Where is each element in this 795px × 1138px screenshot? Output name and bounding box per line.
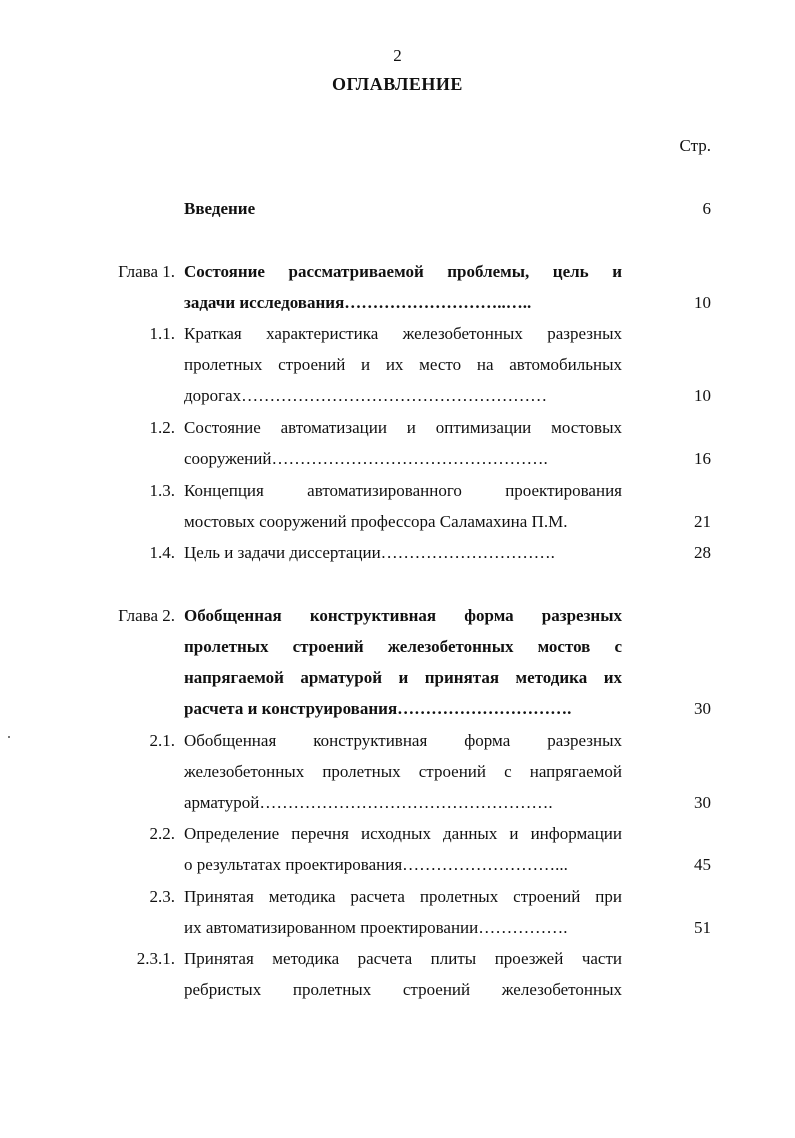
toc-entry-number: 2.3. <box>149 887 175 906</box>
toc-entry-chapter-2-cont <box>0 632 795 662</box>
toc-entry-text: Принятая методика расчета пролетных строений при <box>184 887 622 906</box>
toc-entry-number: 1.3. <box>149 481 175 500</box>
toc-entry-text: пролетных строений и их место на автомобильных <box>184 355 622 374</box>
toc-entry-2-2-cont <box>0 850 795 880</box>
toc-entry-text: пролетных строений железобетонных мостов с <box>184 637 622 656</box>
toc-entry-2-3 <box>0 882 795 912</box>
toc-entry-text: Состояние рассматриваемой проблемы, цель и <box>184 262 622 281</box>
toc-entry-chapter-2-cont <box>0 694 795 724</box>
toc-entry-page: 30 <box>694 793 711 812</box>
toc-entry-text: Состояние автоматизации и оптимизации мостовых <box>184 418 622 437</box>
toc-entry-text: задачи исследования………………………..….. <box>184 293 532 312</box>
toc-entry-text: сооружений…………………………………………. <box>184 449 548 468</box>
toc-entry-2-2 <box>0 819 795 849</box>
toc-entry-number: Глава 2. <box>118 606 175 625</box>
toc-entry-1-1-cont <box>0 381 795 411</box>
toc-entry-1-1-cont <box>0 350 795 380</box>
toc-entry-text: ребристых пролетных строений железобетонных <box>184 980 622 999</box>
toc-entry-text: Краткая характеристика железобетонных разрезных <box>184 324 622 343</box>
toc-entry-2-1-cont <box>0 757 795 787</box>
toc-entry-text: железобетонных пролетных строений с напрягаемой <box>184 762 622 781</box>
toc-entry-2-1 <box>0 726 795 756</box>
toc-entry-page: 28 <box>694 543 711 562</box>
toc-entry-chapter-1-cont <box>0 288 795 318</box>
toc-entry-text: напрягаемой арматурой и принятая методика их <box>184 668 622 687</box>
toc-entry-chapter-2 <box>0 601 795 631</box>
toc-entry-page: 21 <box>694 512 711 531</box>
page-column-header: Стр. <box>679 136 711 155</box>
toc-entry-text: расчета и конструирования…………………………. <box>184 699 572 718</box>
toc-entry-page: 10 <box>694 386 711 405</box>
toc-entry-page: 6 <box>702 199 711 218</box>
toc-entry-text: Обобщенная конструктивная форма разрезных <box>184 606 622 625</box>
toc-entry-number: 2.1. <box>149 731 175 750</box>
toc-entry-number: 1.2. <box>149 418 175 437</box>
toc-entry-page: 51 <box>694 918 711 937</box>
toc-entry-text: Определение перечня исходных данных и информации <box>184 824 622 843</box>
toc-entry-text: о результатах проектирования………………………... <box>184 855 568 874</box>
toc-entry-text: Обобщенная конструктивная форма разрезных <box>184 731 622 750</box>
page-title: ОГЛАВЛЕНИЕ <box>332 74 463 94</box>
toc-entry-number: 1.1. <box>149 324 175 343</box>
toc-entry-number: Глава 1. <box>118 262 175 281</box>
toc-entry-1-2 <box>0 413 795 443</box>
toc-entry-text: Принятая методика расчета плиты проезжей части <box>184 949 622 968</box>
toc-entry-1-3 <box>0 476 795 506</box>
toc-entry-1-4 <box>0 538 795 568</box>
toc-entry-text: их автоматизированном проектировании……………. <box>184 918 568 937</box>
toc-entry-text: Концепция автоматизированного проектирования <box>184 481 622 500</box>
toc-entry-page: 16 <box>694 449 711 468</box>
toc-entry-1-2-cont <box>0 444 795 474</box>
toc-entry-text: Введение <box>184 199 256 218</box>
toc-entry-2-3-cont <box>0 913 795 943</box>
toc-entry-number: 2.3.1. <box>136 949 175 968</box>
toc-entry-chapter-2-cont <box>0 663 795 693</box>
toc-entry-text: арматурой……………………………………………. <box>184 793 553 812</box>
toc-entry-text: мостовых сооружений профессора Саламахина П.М. <box>184 512 568 531</box>
toc-entry-page: 45 <box>694 855 711 874</box>
toc-entry-text: дорогах……………………………………………… <box>184 386 548 405</box>
toc-entry-number: 2.2. <box>149 824 175 843</box>
toc-entry-number: 1.4. <box>149 543 175 562</box>
toc-entry-1-3-cont <box>0 507 795 537</box>
toc-entry-2-1-cont <box>0 788 795 818</box>
toc-entry-introduction <box>0 194 795 224</box>
toc-entry-1-1 <box>0 319 795 349</box>
toc-entry-chapter-1 <box>0 257 795 287</box>
toc-entry-page: 30 <box>694 699 711 718</box>
toc-entry-2-3-1-cont <box>0 975 795 1005</box>
toc-entry-text: Цель и задачи диссертации…………………………. <box>184 543 555 562</box>
toc-entry-2-3-1 <box>0 944 795 974</box>
page-number: 2 <box>393 46 402 65</box>
toc-entry-page: 10 <box>694 293 711 312</box>
